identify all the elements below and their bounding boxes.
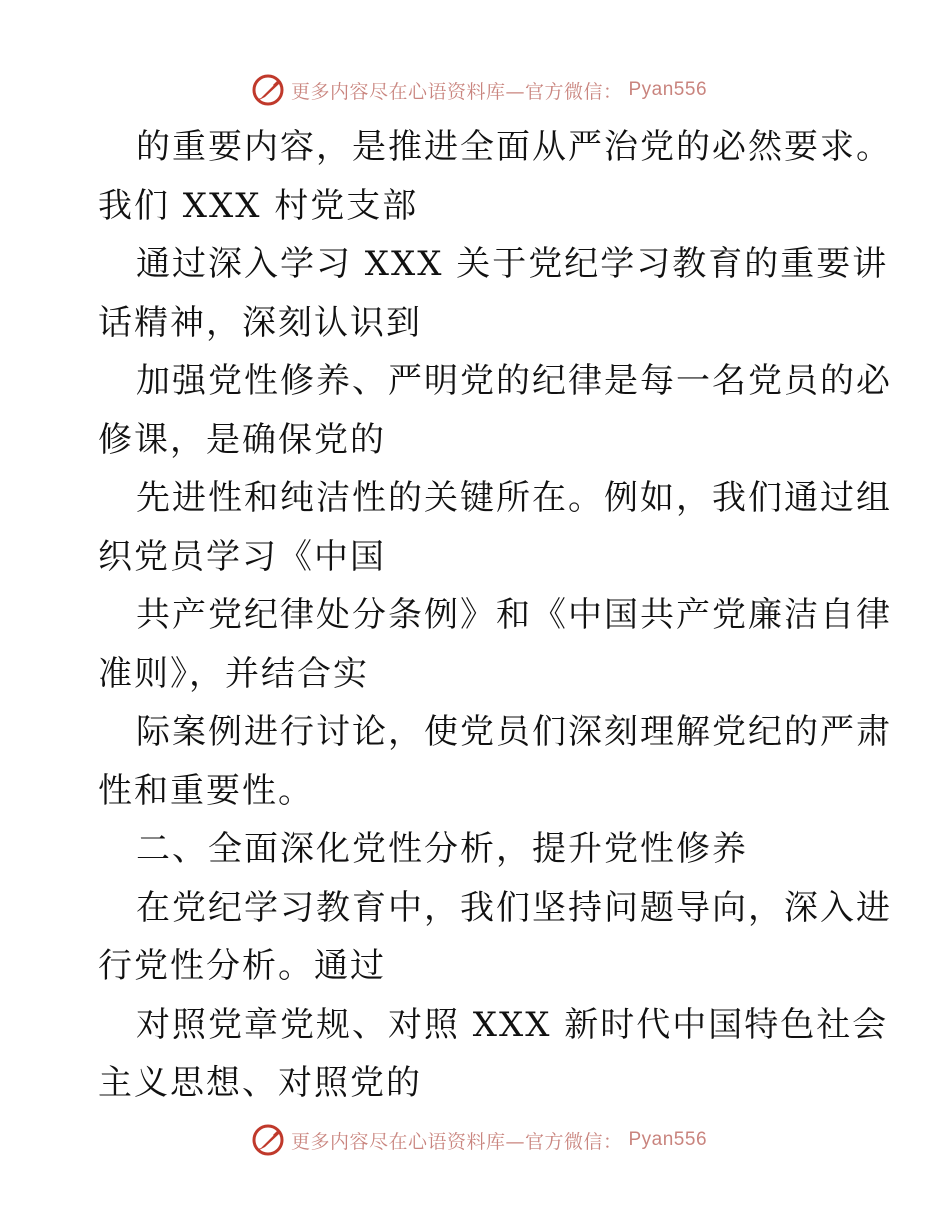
text-line: 主义思想、对照党的 [98, 1063, 422, 1103]
watermark-text: 更多内容尽在心语资料库—官方微信： [290, 1130, 623, 1153]
text-line: 织党员学习《中国 [98, 536, 386, 577]
text-line: 加强党性修养、严明党的纪律是每一名党员的必 [136, 361, 892, 401]
text-line: 在党纪学习教育中，我们坚持问题导向，深入进 [136, 887, 892, 928]
text-line: 性和重要性。 [98, 770, 314, 811]
watermark-text: 更多内容尽在心语资料库—官方微信： [290, 80, 623, 103]
feather-logo-icon [251, 1123, 285, 1157]
text-line: 通过深入学习 XXX 关于党纪学习教育的重要讲 [136, 244, 889, 284]
text-line: 准则》，并结合实 [98, 653, 369, 694]
text-line: 修课，是确保党的 [98, 419, 386, 460]
text-line: 的重要内容，是推进全面从严治党的必然要求。 [136, 127, 892, 167]
footer-watermark-banner [0, 1120, 950, 1160]
text-line: 话精神，深刻认识到 [98, 302, 422, 343]
feather-logo-icon [251, 73, 285, 107]
text-line: 先进性和纯洁性的关键所在。例如，我们通过组 [136, 478, 892, 518]
footer-watermark [251, 1123, 707, 1157]
text-line: 共产党纪律处分条例》和《中国共产党廉洁自律 [136, 595, 892, 635]
watermark-wechat-id: Pyan556 [628, 1129, 708, 1150]
text-line: 对照党章党规、对照 XXX 新时代中国特色社会 [136, 1004, 889, 1045]
document-body [98, 118, 892, 1113]
watermark-wechat-id: Pyan556 [628, 79, 708, 100]
section-heading: 二、全面深化党性分析，提升党性修养 [136, 829, 748, 869]
text-line: 际案例进行讨论，使党员们深刻理解党纪的严肃 [136, 712, 892, 752]
header-watermark [251, 73, 707, 107]
text-line: 我们 XXX 村党支部 [98, 185, 419, 226]
header-watermark-banner [0, 70, 950, 110]
text-line: 行党性分析。通过 [98, 946, 386, 986]
